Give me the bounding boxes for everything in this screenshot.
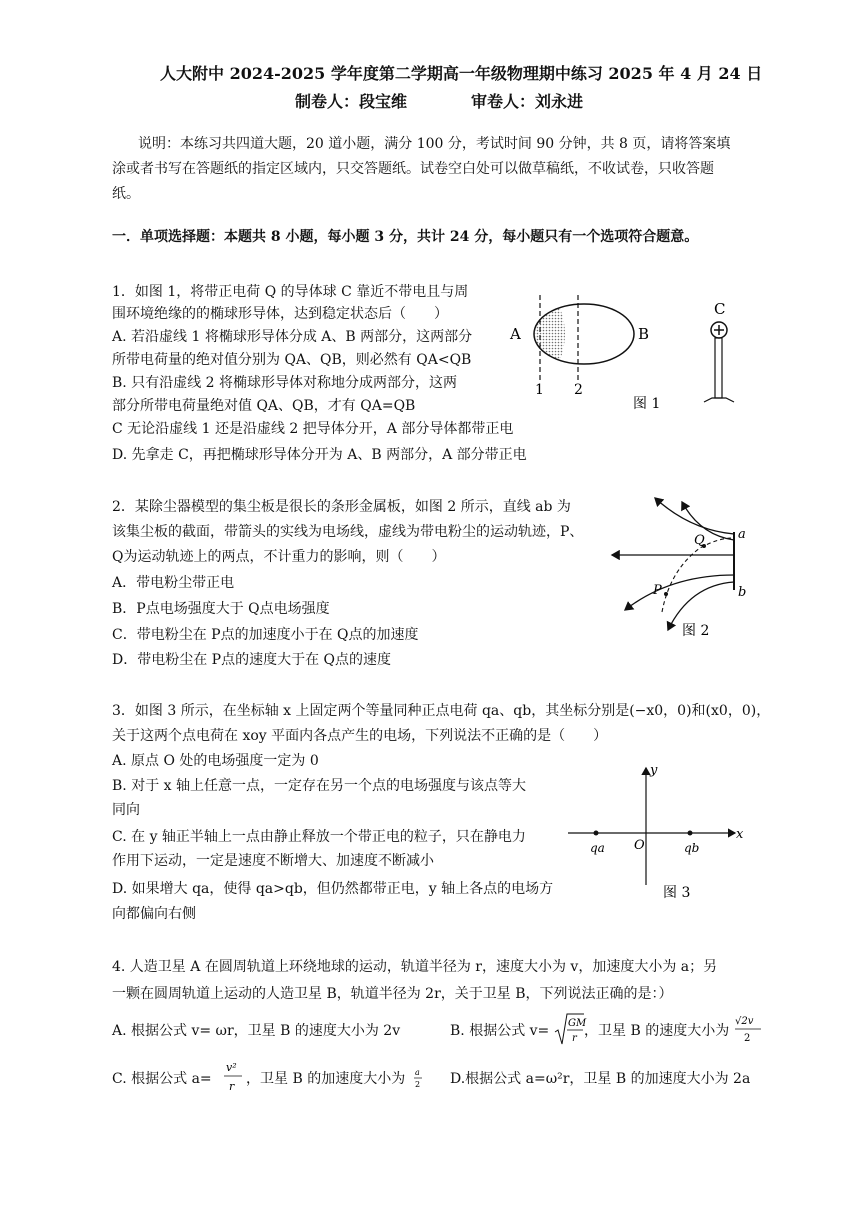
fig1-label-B: B bbox=[638, 325, 650, 343]
point-p bbox=[664, 592, 668, 596]
field-line bbox=[682, 502, 734, 540]
q4-line: 4. 人造卫星 A 在圆周轨道上环绕地球的运动，轨道半径为 r，速度大小为 v，加速度大小为 a；另 bbox=[112, 959, 718, 975]
fig1-label-A: A bbox=[510, 325, 521, 343]
q3-line: 同向 bbox=[112, 802, 140, 818]
svg-text:a: a bbox=[415, 1068, 420, 1077]
q1-line: 围环境绝缘的的椭球形导体，达到稳定状态后（ ） bbox=[112, 306, 448, 322]
figure-3 bbox=[560, 760, 760, 900]
induced-charge-region bbox=[534, 308, 565, 360]
figure-1 bbox=[500, 290, 770, 420]
page-title: 人大附中 2024-2025 学年度第二学期高一年级物理期中练习 2025 年 4 月 24 日 bbox=[160, 64, 763, 83]
q2-line: D．带电粉尘在 P点的速度大于在 Q点的速度 bbox=[112, 652, 392, 668]
stand-base bbox=[704, 398, 734, 402]
fig2-label-a: a bbox=[738, 527, 746, 542]
instructions-line-1: 说明：本练习共四道大题，20 道小题，满分 100 分，考试时间 90 分钟，共 8 页，请将答案填 bbox=[138, 136, 731, 152]
q3-line: 3．如图 3 所示，在坐标轴 x 上固定两个等量同种正点电荷 qa、qb，其坐标分别是(−x0，0)和(x0，0)， bbox=[112, 703, 771, 719]
q4-option-c-middle: ，卫星 B 的加速度大小为 bbox=[246, 1071, 406, 1087]
q3-line: 作用下运动，一定是速度不断增大、加速度不断减小 bbox=[112, 853, 434, 869]
q4-option-b-middle: ，卫星 B 的速度大小为 bbox=[584, 1023, 730, 1039]
q1-line: 1．如图 1，将带正电荷 Q 的导体球 C 靠近不带电且与周 bbox=[112, 284, 469, 300]
charge-qb bbox=[688, 831, 693, 836]
fig2-label-Q: Q bbox=[694, 533, 705, 548]
q2-line: B．P点电场强度大于 Q点电场强度 bbox=[112, 601, 330, 617]
q4-option-c-prefix: C. 根据公式 a= bbox=[112, 1071, 212, 1087]
formula-v2-over-r bbox=[222, 1056, 244, 1098]
q1-line: 所带电荷量的绝对值分别为 QA、QB，则必然有 QA<QB bbox=[112, 352, 472, 368]
formula-a-over-2 bbox=[413, 1066, 423, 1092]
q3-line: 向都偏向右侧 bbox=[112, 906, 196, 922]
svg-text:r: r bbox=[229, 1080, 235, 1093]
fig3-label-y: y bbox=[650, 763, 658, 778]
q1-line: D. 先拿走 C，再把椭球形导体分开为 A、B 两部分，A 部分带正电 bbox=[112, 447, 527, 463]
q4-line: 一颗在圆周轨道上运动的人造卫星 B，轨道半径为 2r，关于卫星 B，下列说法正确的是：） bbox=[112, 986, 673, 1002]
section-heading: 一．单项选择题：本题共 8 小题，每小题 3 分，共计 24 分，每小题只有一个选项符合题意。 bbox=[112, 229, 699, 245]
q1-line: C 无论沿虚线 1 还是沿虚线 2 把导体分开，A 部分导体都带正电 bbox=[112, 421, 514, 437]
svg-text:2: 2 bbox=[415, 1080, 421, 1089]
formula-sqrt-gm-over-r bbox=[554, 1010, 587, 1050]
q1-line: 部分所带电荷量绝对值 QA、QB，才有 QA=QB bbox=[112, 398, 416, 414]
q3-line: D. 如果增大 qa，使得 qa>qb，但仍然都带正电，y 轴上各点的电场方 bbox=[112, 881, 554, 897]
q2-line: Q为运动轨迹上的两点，不计重力的影响，则（ ） bbox=[112, 549, 446, 565]
svg-text:√2v: √2v bbox=[735, 1016, 754, 1027]
charge-qa bbox=[594, 831, 599, 836]
q2-line: 该集尘板的截面，带箭头的实线为电场线，虚线为带电粉尘的运动轨迹，P、 bbox=[112, 524, 584, 540]
fig1-caption: 图 1 bbox=[633, 396, 661, 412]
insulating-stand bbox=[715, 338, 722, 398]
formula-sqrt2v-over-2 bbox=[734, 1010, 764, 1050]
fig3-label-O: O bbox=[634, 838, 645, 853]
q2-line: C．带电粉尘在 P点的加速度小于在 Q点的加速度 bbox=[112, 627, 419, 643]
fig2-label-b: b bbox=[738, 585, 747, 600]
svg-text:v²: v² bbox=[226, 1061, 237, 1074]
fig1-label-C: C bbox=[714, 300, 726, 318]
q3-line: A. 原点 O 处的电场强度一定为 0 bbox=[112, 753, 319, 769]
instructions-line-3: 纸。 bbox=[112, 186, 140, 202]
fig3-caption: 图 3 bbox=[663, 885, 691, 901]
field-line bbox=[655, 498, 734, 534]
q1-line: B. 只有沿虚线 2 将椭球形导体对称地分成两部分，这两 bbox=[112, 375, 457, 391]
fig1-label-1: 1 bbox=[535, 382, 544, 398]
fig3-label-qb: qb bbox=[684, 841, 700, 855]
fig3-label-qa: qa bbox=[590, 841, 605, 855]
figure-2 bbox=[600, 490, 760, 650]
q4-option-a: A. 根据公式 v= ωr，卫星 B 的速度大小为 2v bbox=[112, 1023, 401, 1039]
instructions-line-2: 涂或者书写在答题纸的指定区域内，只交答题纸。试卷空白处可以做草稿纸，不收试卷，只收答题 bbox=[112, 161, 714, 177]
exam-makers: 制卷人：段宝维 审卷人：刘永进 bbox=[295, 92, 584, 111]
q2-line: 2．某除尘器模型的集尘板是很长的条形金属板，如图 2 所示，直线 ab 为 bbox=[112, 499, 571, 515]
fig1-label-2: 2 bbox=[574, 382, 583, 398]
fig2-label-P: P bbox=[653, 583, 662, 598]
q3-line: 关于这两个点电荷在 xoy 平面内各点产生的电场，下列说法不正确的是（ ） bbox=[112, 728, 608, 744]
q3-line: C. 在 y 轴正半轴上一点由静止释放一个带正电的粒子，只在静电力 bbox=[112, 829, 526, 845]
svg-text:GM: GM bbox=[568, 1018, 587, 1029]
q3-line: B. 对于 x 轴上任意一点，一定存在另一个点的电场强度与该点等大 bbox=[112, 778, 526, 794]
svg-text:r: r bbox=[572, 1033, 577, 1044]
svg-text:2: 2 bbox=[744, 1033, 751, 1044]
fig3-label-x: x bbox=[736, 827, 744, 842]
q2-line: A．带电粉尘带正电 bbox=[112, 575, 235, 591]
fig2-caption: 图 2 bbox=[682, 623, 710, 639]
q4-option-d: D.根据公式 a=ω²r，卫星 B 的加速度大小为 2a bbox=[450, 1071, 751, 1087]
q4-option-b-prefix: B. 根据公式 v= bbox=[450, 1023, 550, 1039]
q1-line: A. 若沿虚线 1 将椭球形导体分成 A、B 两部分，这两部分 bbox=[112, 329, 473, 345]
field-line bbox=[625, 575, 734, 610]
